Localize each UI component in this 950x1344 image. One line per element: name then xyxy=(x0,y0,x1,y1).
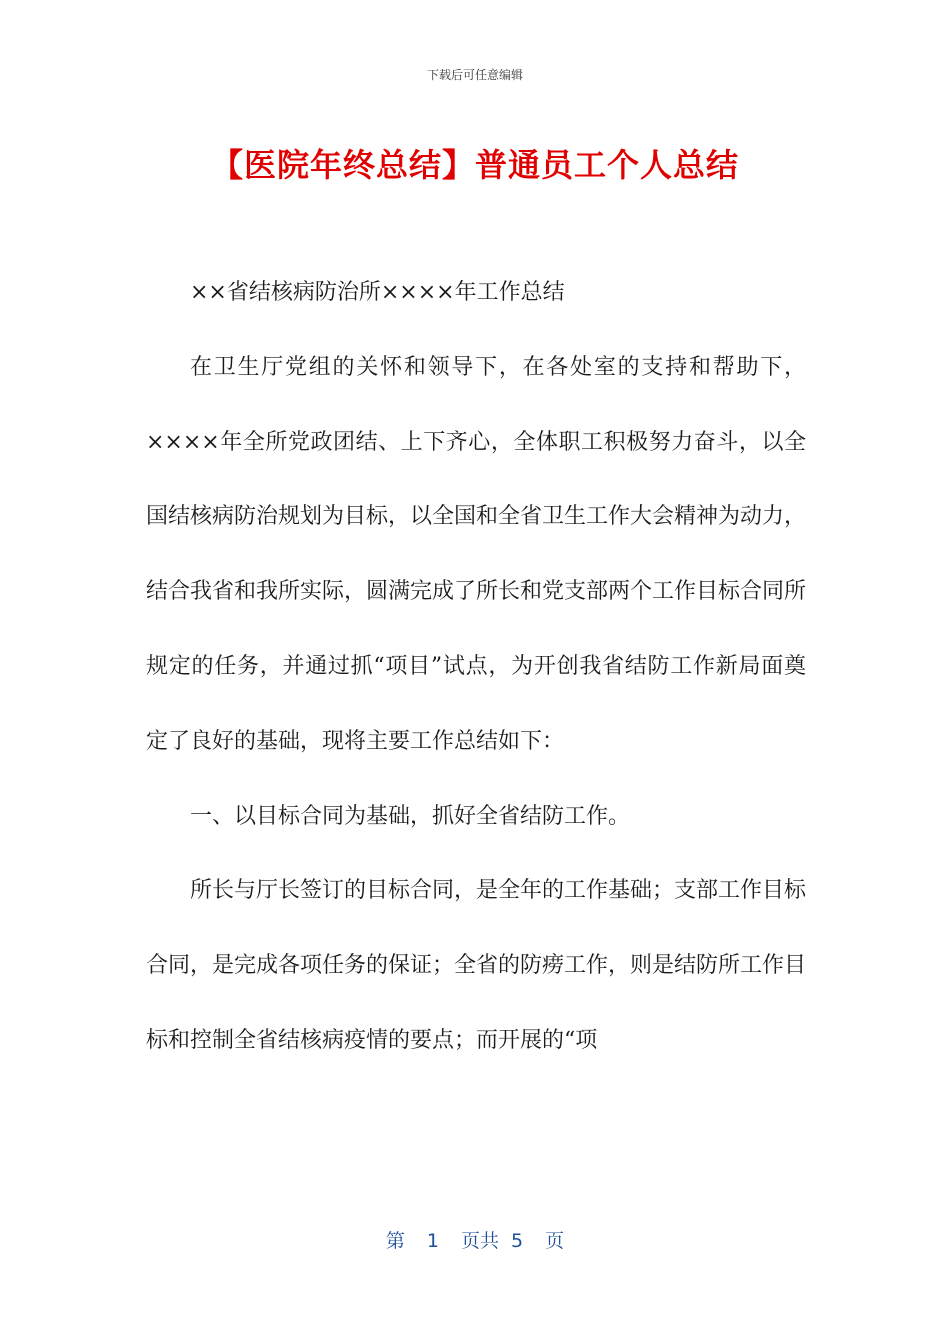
document-body xyxy=(146,256,806,1079)
footer-page-prefix: 第 xyxy=(385,1230,405,1252)
header-note: 下载后可任意编辑 xyxy=(426,68,523,82)
document-title: 【医院年终总结】普通员工个人总结 xyxy=(210,146,739,184)
paragraph-contracts: 所长与厅长签订的目标合同，是全年的工作基础；支部工作目标合同，是完成各项任务的保证；全省的防痨工作，则是结防所工作目标和控制全省结核病疫情的要点；而开展的“项 xyxy=(146,878,807,1053)
footer-current-page: 1 xyxy=(426,1230,439,1252)
footer-total-pages: 5 xyxy=(511,1230,524,1252)
paragraph-intro: 在卫生厅党组的关怀和领导下，在各处室的支持和帮助下，××××年全所党政团结、上下齐心，全体职工积极努力奋斗，以全国结核病防治规划为目标，以全国和全省卫生工作大会精神为动力，结合我省和我所实际，圆满完成了所长和党支部两个工作目标合同所规定的任务，并通过抓“项目”试点，为开创我省结防工作新局面奠定了良好的基础，现将主要工作总结如下： xyxy=(146,354,807,754)
paragraph-heading: ××省结核病防治所××××年工作总结 xyxy=(190,280,565,305)
page-footer xyxy=(0,1226,950,1253)
paragraph-section-one: 一、以目标合同为基础，抓好全省结防工作。 xyxy=(190,803,631,829)
footer-page-suffix: 页 xyxy=(545,1230,565,1252)
footer-page-mid: 页共 xyxy=(460,1230,499,1252)
